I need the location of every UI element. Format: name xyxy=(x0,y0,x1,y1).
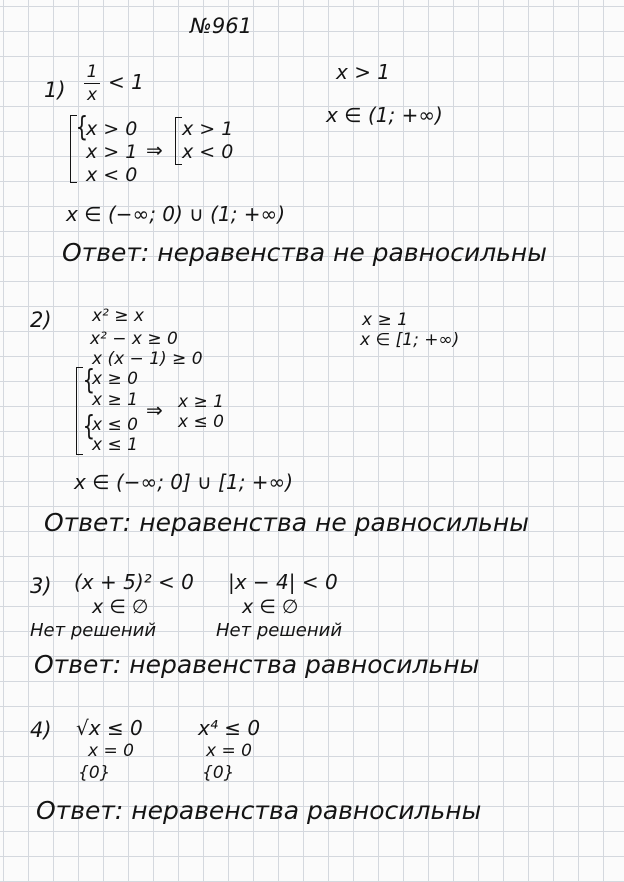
part-4-right-equation: x = 0 xyxy=(206,741,252,761)
part-1-union-solution: x ∈ (−∞; 0) ∪ (1; +∞) xyxy=(66,202,286,226)
part-2-result-line: x ≤ 0 xyxy=(178,412,224,432)
part-4-number: 4) xyxy=(30,718,52,742)
part-3-right-inequality: |x − 4| < 0 xyxy=(228,570,338,594)
part-1-result-line: x > 1 xyxy=(182,118,234,140)
part-4-right-set: {0} xyxy=(202,763,235,783)
part-3-number: 3) xyxy=(30,574,52,598)
part-1-right-solution: x ∈ (1; +∞) xyxy=(326,103,443,127)
part-2-result-line: x ≥ 1 xyxy=(178,392,224,412)
part-3-left-note: Нет решений xyxy=(30,620,157,641)
part-2-right-solution: x ∈ [1; +∞) xyxy=(360,330,460,350)
part-4-left-inequality: √x ≤ 0 xyxy=(76,716,143,740)
part-1-result-bracket xyxy=(175,117,182,165)
part-1-result-line: x < 0 xyxy=(182,141,234,163)
part-3-left-solution-set: x ∈ ∅ xyxy=(92,596,149,618)
part-4-left-set: {0} xyxy=(78,763,111,783)
part-1-fraction xyxy=(84,62,100,105)
part-2-right-inequality: x ≥ 1 xyxy=(362,310,408,330)
implication-arrow: ⇒ xyxy=(146,398,163,422)
part-4-right-inequality: x⁴ ≤ 0 xyxy=(198,716,261,740)
part-2-answer: Ответ: неравенства не равносильны xyxy=(44,508,529,537)
problem-number-title: №961 xyxy=(190,14,252,38)
part-2-system-line: x ≤ 0 xyxy=(92,415,138,435)
part-2-system-line: x ≥ 0 xyxy=(92,369,138,389)
part-1-system-line: x > 1 xyxy=(86,141,138,163)
part-1-system-line: x > 0 xyxy=(86,118,138,140)
part-2-system-brace-2: { xyxy=(82,409,96,442)
part-2-system-brace-1: { xyxy=(82,363,96,396)
part-4-answer: Ответ: неравенства равносильны xyxy=(36,796,482,825)
part-3-answer: Ответ: неравенства равносильны xyxy=(34,650,480,679)
part-2-number: 2) xyxy=(30,308,52,332)
part-3-right-solution-set: x ∈ ∅ xyxy=(242,596,299,618)
part-2-step: x (x − 1) ≥ 0 xyxy=(92,349,203,369)
part-1-number: 1) xyxy=(44,78,66,102)
part-2-system-line: x ≤ 1 xyxy=(92,435,138,455)
implication-arrow: ⇒ xyxy=(146,138,163,162)
part-2-step: x² − x ≥ 0 xyxy=(90,329,178,349)
part-2-union-solution: x ∈ (−∞; 0] ∪ [1; +∞) xyxy=(74,470,294,494)
part-1-fraction-relation: < 1 xyxy=(108,70,144,94)
part-1-right-inequality: x > 1 xyxy=(336,60,391,84)
part-1-system-line: x < 0 xyxy=(86,164,138,186)
part-1-answer: Ответ: неравенства не равносильны xyxy=(62,238,547,267)
part-2-step: x² ≥ x xyxy=(92,306,144,326)
fraction-numerator: 1 xyxy=(84,62,100,84)
part-2-system-line: x ≥ 1 xyxy=(92,390,138,410)
part-4-left-equation: x = 0 xyxy=(88,741,134,761)
part-1-system-brace: { xyxy=(75,110,89,143)
part-3-left-inequality: (x + 5)² < 0 xyxy=(74,570,194,594)
part-3-right-note: Нет решений xyxy=(216,620,343,641)
fraction-denominator: x xyxy=(86,85,98,105)
